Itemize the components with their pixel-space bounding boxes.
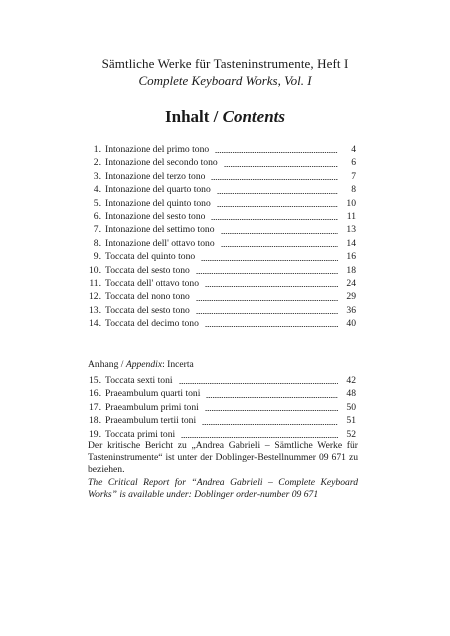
- toc-entry-number: 5.: [93, 197, 101, 209]
- appendix-label-rest: : Incerta: [162, 359, 194, 370]
- toc-leader-dots: [181, 437, 338, 438]
- toc-entry: [88, 414, 356, 427]
- toc-entry-title: Toccata del quinto tono: [105, 251, 196, 263]
- toc-leader-dots: [206, 397, 338, 398]
- appendix-heading: [88, 359, 194, 370]
- toc-entry-page: 4: [351, 144, 356, 155]
- toc-entry-number: 11.: [89, 277, 101, 289]
- toc-entry-title: Praeambulum quarti toni: [105, 388, 201, 400]
- toc-entry-page: 24: [346, 277, 356, 289]
- toc-entry-number: 18.: [89, 415, 101, 427]
- toc-entry: [88, 197, 356, 210]
- toc-entry-number: 15.: [89, 375, 101, 386]
- toc-entry-page: 8: [351, 184, 356, 196]
- series-title-german: Sämtliche Werke für Tasteninstrumente, Heft I: [101, 56, 349, 71]
- toc-entry-page: 48: [346, 388, 356, 400]
- toc-entry-number: 17.: [89, 401, 101, 413]
- toc-leader-dots: [196, 300, 338, 301]
- toc-entry-number: 1.: [93, 144, 101, 155]
- toc-entry-title: Intonazione del quinto tono: [105, 197, 211, 209]
- toc-leader-dots: [215, 152, 338, 153]
- toc-leader-dots: [221, 233, 338, 234]
- toc-entry-title: Intonazione dell' ottavo tono: [105, 237, 215, 249]
- table-of-contents: [88, 143, 356, 330]
- toc-leader-dots: [217, 206, 338, 207]
- toc-entry: [88, 143, 356, 156]
- toc-entry-number: 6.: [93, 210, 101, 222]
- toc-entry-title: Toccata sexti toni: [105, 375, 173, 386]
- critical-report-note-english: The Critical Report for “Andrea Gabrieli – Complete Keyboard Works” is available under: Doblinger order-number 09 671: [88, 477, 358, 501]
- toc-entry-title: Intonazione del terzo tono: [105, 170, 206, 182]
- toc-entry-number: 16.: [89, 388, 101, 400]
- toc-entry-title: Toccata del sesto tono: [105, 264, 190, 276]
- toc-entry-title: Toccata primi toni: [105, 428, 176, 440]
- toc-entry-page: 11: [346, 210, 356, 222]
- toc-entry-title: Intonazione del secondo tono: [105, 157, 218, 169]
- toc-leader-dots: [205, 410, 338, 411]
- toc-entry-number: 7.: [93, 224, 101, 236]
- toc-leader-dots: [221, 246, 338, 247]
- toc-entry-title: Intonazione del sesto tono: [105, 210, 206, 222]
- toc-entry-page: 16: [346, 251, 356, 263]
- toc-entry: [88, 264, 356, 277]
- toc-entry-page: 42: [346, 375, 356, 386]
- toc-leader-dots: [211, 219, 338, 220]
- toc-leader-dots: [211, 179, 338, 180]
- toc-entry-title: Intonazione del primo tono: [105, 144, 210, 155]
- toc-entry-number: 4.: [93, 184, 101, 196]
- toc-leader-dots: [196, 313, 338, 314]
- toc-entry: [88, 183, 356, 196]
- toc-entry-title: Intonazione del settimo tono: [105, 224, 215, 236]
- toc-entry: [88, 237, 356, 250]
- toc-entry-page: 13: [346, 224, 356, 236]
- toc-entry-title: Praeambulum primi toni: [105, 401, 199, 413]
- toc-entry: [88, 401, 356, 414]
- toc-entry: [88, 210, 356, 223]
- toc-entry-title: Intonazione del quarto tono: [105, 184, 211, 196]
- toc-leader-dots: [179, 383, 338, 384]
- toc-entry: [88, 223, 356, 236]
- toc-leader-dots: [217, 193, 338, 194]
- toc-entry-page: 50: [346, 401, 356, 413]
- toc-entry: [88, 387, 356, 400]
- toc-entry-page: 51: [346, 415, 356, 427]
- toc-entry-number: 9.: [93, 251, 101, 263]
- toc-entry: [88, 170, 356, 183]
- toc-entry: [88, 428, 356, 441]
- toc-entry-number: 14.: [89, 318, 101, 330]
- appendix-label-german: Anhang /: [88, 359, 126, 370]
- toc-leader-dots: [202, 424, 338, 425]
- toc-leader-dots: [201, 260, 338, 261]
- toc-entry: [88, 304, 356, 317]
- toc-entry-page: 7: [351, 170, 356, 182]
- toc-entry-page: 6: [351, 157, 356, 169]
- toc-entry-page: 40: [346, 318, 356, 330]
- appendix-contents: [88, 374, 356, 441]
- toc-entry: [88, 277, 356, 290]
- toc-entry-page: 29: [346, 291, 356, 303]
- toc-entry-number: 8.: [93, 237, 101, 249]
- contents-heading: [0, 107, 450, 127]
- toc-entry: [88, 290, 356, 303]
- toc-entry-title: Toccata del decimo tono: [105, 318, 199, 330]
- toc-entry-title: Toccata dell' ottavo tono: [105, 277, 200, 289]
- contents-heading-german: Inhalt /: [165, 107, 223, 126]
- series-title-english: Complete Keyboard Works, Vol. I: [138, 73, 312, 88]
- critical-report-note-german: Der kritische Bericht zu „Andrea Gabrieli – Sämtliche Werke für Tasteninstrumente“ ist unter der Doblinger-Bestellnummer 09 671 zu beziehen.: [88, 440, 358, 476]
- toc-entry-number: 19.: [89, 428, 101, 440]
- toc-entry-page: 36: [346, 304, 356, 316]
- toc-entry: [88, 250, 356, 263]
- toc-entry-title: Praeambulum tertii toni: [105, 415, 197, 427]
- toc-leader-dots: [205, 326, 338, 327]
- toc-entry-page: 52: [346, 428, 356, 440]
- toc-entry-page: 18: [346, 264, 356, 276]
- toc-entry: [88, 317, 356, 330]
- toc-entry: [88, 156, 356, 169]
- toc-entry-number: 3.: [93, 170, 101, 182]
- toc-entry-number: 12.: [89, 291, 101, 303]
- toc-entry-number: 13.: [89, 304, 101, 316]
- toc-entry-page: 10: [346, 197, 356, 209]
- toc-entry: [88, 374, 356, 387]
- toc-entry-title: Toccata del nono tono: [105, 291, 190, 303]
- appendix-label-english: Appendix: [125, 359, 163, 370]
- contents-heading-english: Contents: [222, 107, 285, 126]
- toc-leader-dots: [224, 166, 338, 167]
- toc-entry-number: 10.: [89, 264, 101, 276]
- toc-entry-title: Toccata del sesto tono: [105, 304, 190, 316]
- toc-entry-page: 14: [346, 237, 356, 249]
- toc-leader-dots: [205, 286, 338, 287]
- toc-entry-number: 2.: [93, 157, 101, 169]
- toc-leader-dots: [196, 273, 338, 274]
